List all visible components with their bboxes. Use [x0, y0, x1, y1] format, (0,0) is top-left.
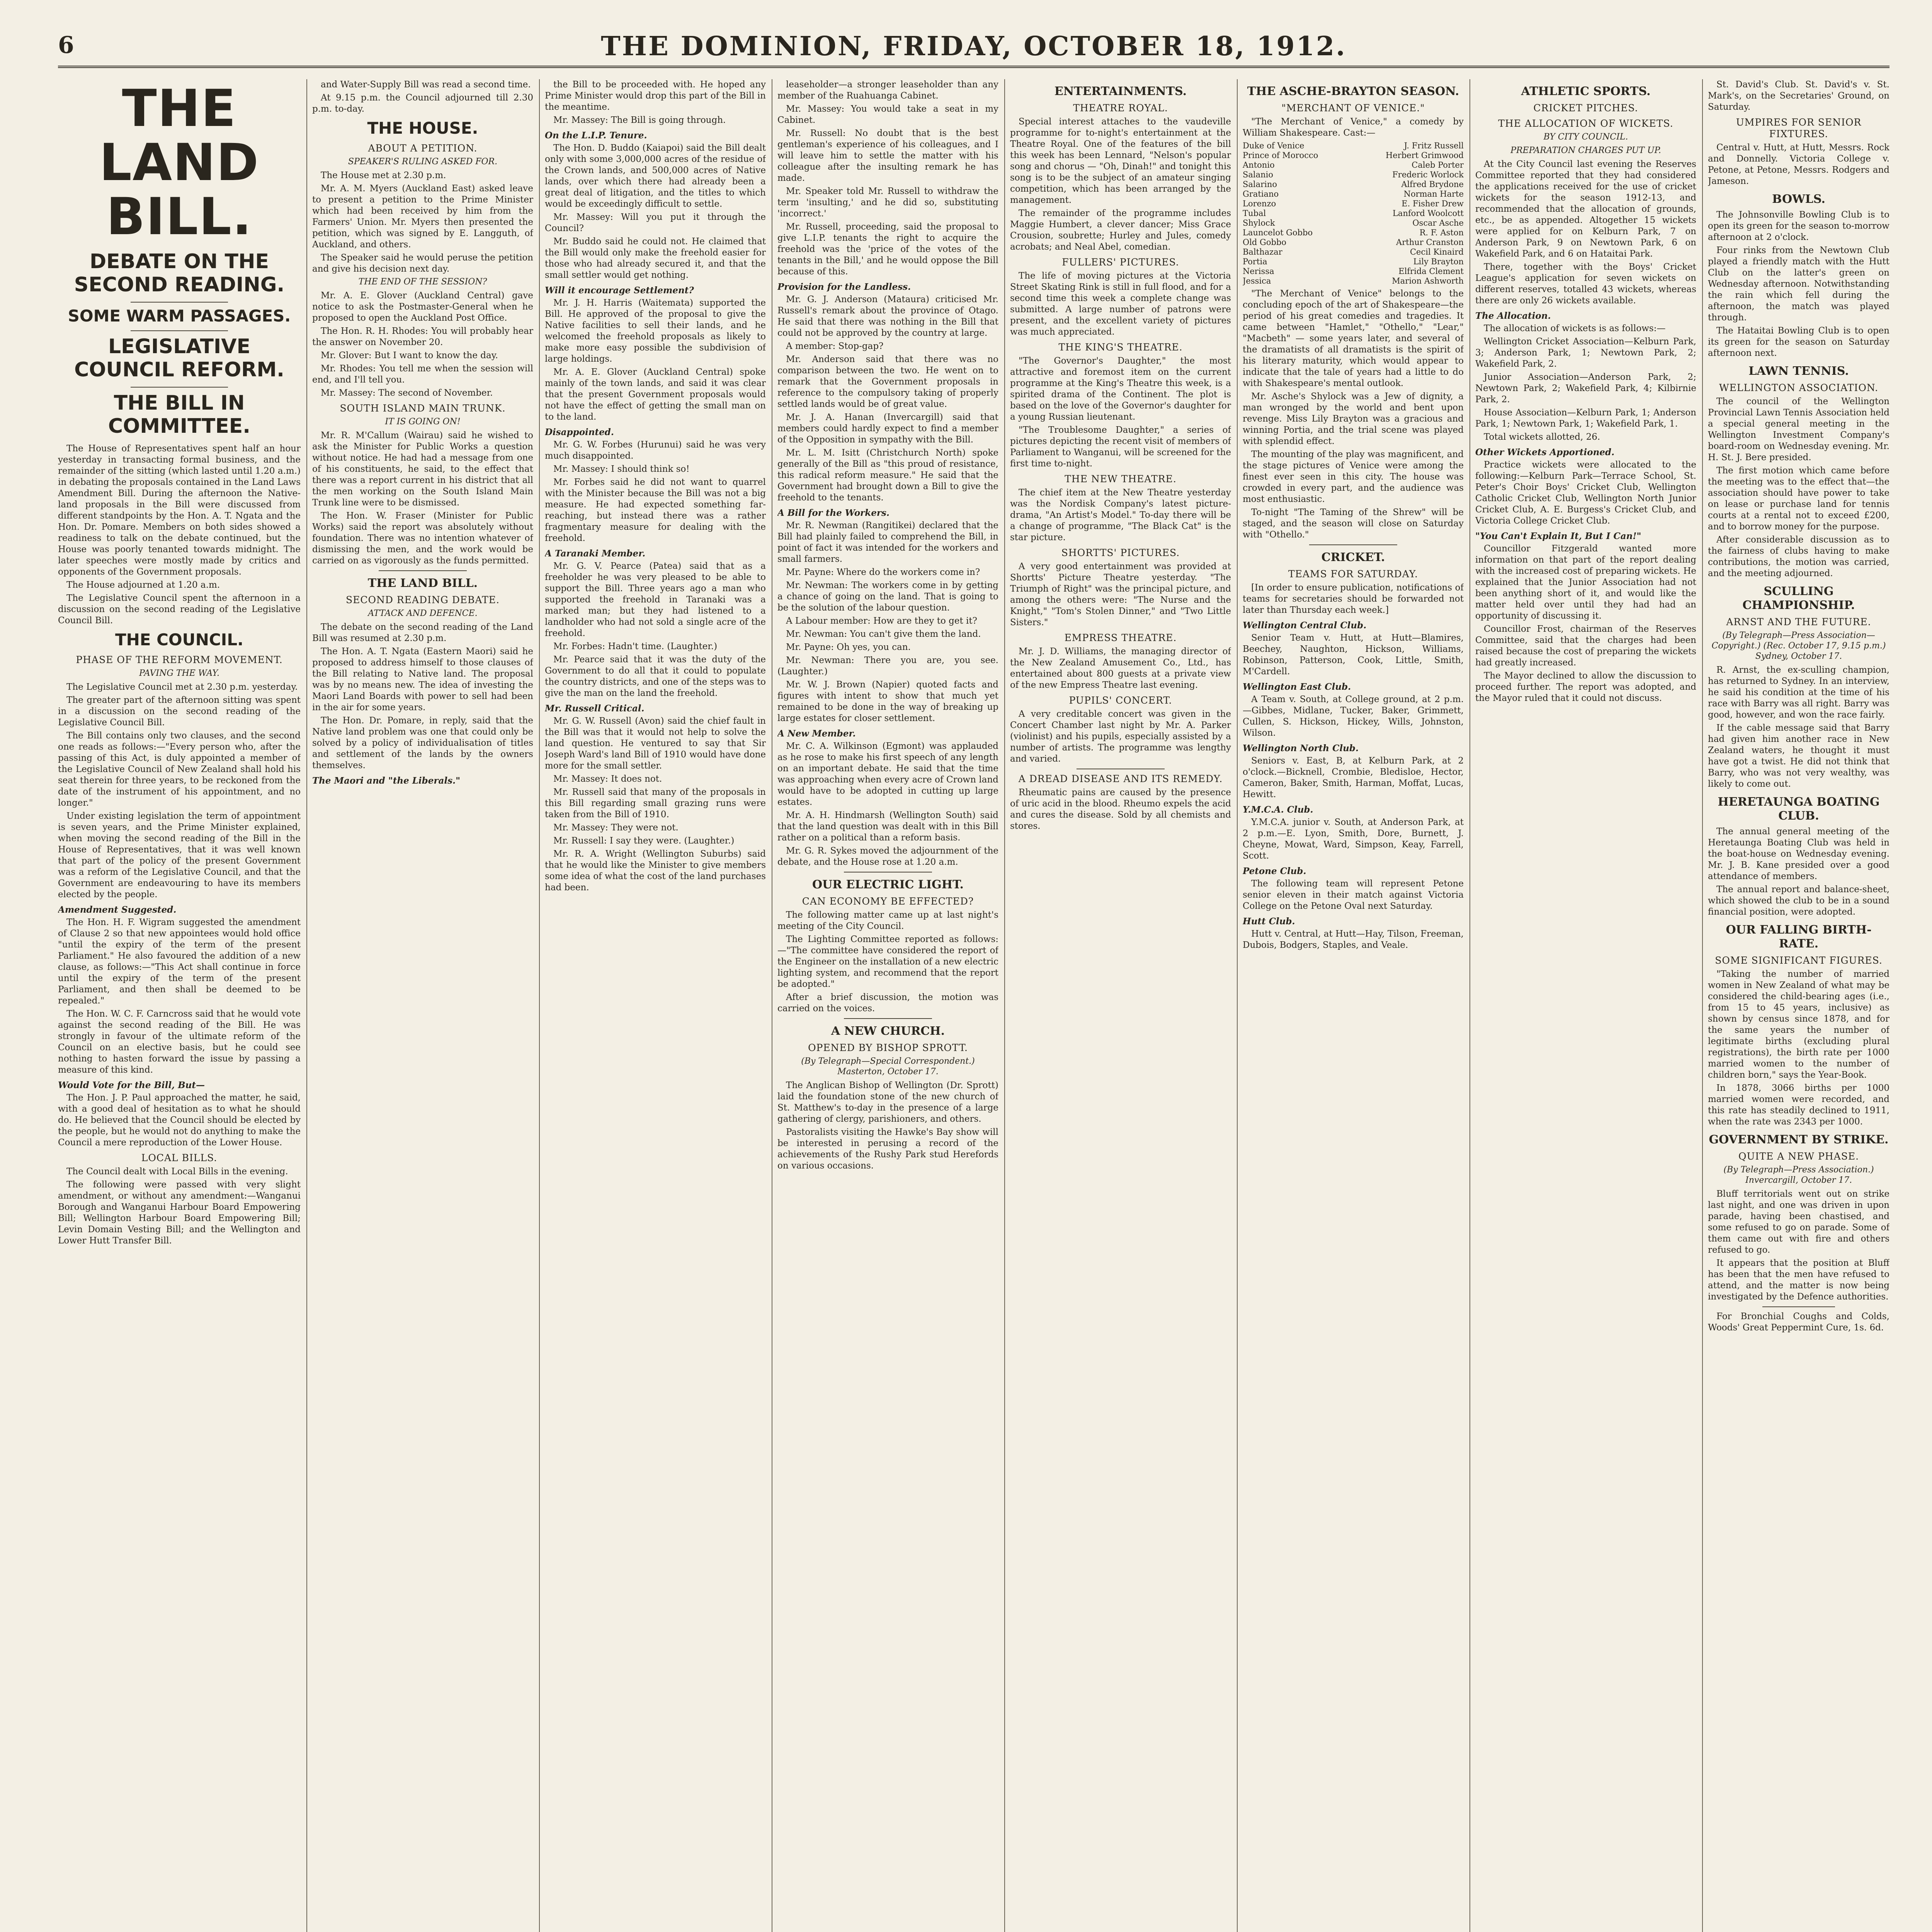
article-paragraph: It appears that the position at Bluff has been that the men have refused to attend, and the matter is now being investigated by the Defence authorities.: [1708, 1258, 1889, 1302]
article-paragraph: The Legislative Council spent the afternoon in a discussion on the second reading of the Legislative Council Bill.: [58, 593, 301, 626]
cast-row: [1243, 170, 1464, 180]
article-paragraph: Mr. Russell said that many of the proposals in this Bill regarding small grazing runs were taken from the Bill of 1910.: [545, 787, 766, 820]
article-paragraph: The Lighting Committee reported as follows:—"The committee have considered the report of the Engineer on the installation of a new electric lighting system, and recommend that the report be adopted.": [777, 934, 998, 989]
article-paragraph: "Taking the number of married women in New Zealand of what may be considered the child-bearing ages (i.e., from 15 to 45 years, inclusive) as shown by census since 1878, and for the same years the number of legitimate births (excluding plural registrations), the birth rate per 1000 married women to the number of children born," says the Year-Book.: [1708, 969, 1889, 1080]
column-rule: [1237, 79, 1238, 1932]
cast-role: Nerissa: [1243, 267, 1274, 276]
article-paragraph: A member: Stop-gap?: [786, 341, 884, 351]
article-paragraph: Under existing legislation the term of appointment is seven years, and the Prime Minister explained, when moving the second reading of the Bill in the House of Representatives, that it was well known that part of the policy of the present Government was a reform of the Legislative Council, and that the Government are endeavouring to have its members elected by the people.: [58, 811, 301, 900]
divider: [844, 1018, 932, 1019]
section-heading-entertainments: ENTERTAINMENTS.: [1054, 85, 1187, 98]
cast-role: Duke of Venice: [1243, 141, 1304, 150]
article-paragraph: Mr. A. E. Glover (Auckland Central) spoke mainly of the town lands, and said it was clear that the present Government proposals would not have the effect of getting the small man on to the land.: [545, 367, 766, 422]
article-paragraph: If the cable message said that Barry had given him another race in New Zealand waters, he thought it must have got a twist. He did not think that Barry, who was not very wealthy, was likely to come out.: [1708, 723, 1889, 789]
cast-row: [1243, 257, 1464, 267]
section-subheading: PHASE OF THE REFORM MOVEMENT.: [76, 654, 283, 665]
article-paragraph: The debate on the second reading of the Land Bill was resumed at 2.30 p.m.: [312, 622, 533, 643]
subheading: Wellington East Club.: [1243, 682, 1351, 692]
cast-actor: Frederic Worlock: [1392, 170, 1464, 179]
article-paragraph: leaseholder—a stronger leaseholder than any member of the Ruahuanga Cabinet.: [777, 80, 998, 101]
dateline: (By Telegraph—Press Association.) Invercargill, October 17.: [1723, 1165, 1874, 1185]
article-paragraph: Mr. Glover: But I want to know the day.: [321, 350, 498, 361]
cast-role: Tubal: [1243, 209, 1266, 218]
article-paragraph: Mr. Russell, proceeding, said the proposal to give L.I.P. tenants the right to acquire the freehold was the 'price of the votes of the tenants in the Bill,' and he would oppose the Bill because of this.: [777, 222, 998, 277]
article-paragraph: The Speaker said he would peruse the petition and give his decision next day.: [312, 253, 533, 274]
article-paragraph: In 1878, 3066 births per 1000 married women were recorded, and this rate has steadily declined to 1911, when the rate was 2343 per 1000.: [1708, 1083, 1889, 1127]
article-paragraph: Mr. Newman: You can't give them the land.: [786, 629, 981, 639]
article-paragraph: Mr. G. J. Anderson (Mataura) criticised Mr. Russell's remark about the province of Otago. He said that there was nothing in the Bill that could not be approved by the country at large.: [777, 294, 998, 338]
article-paragraph: The following team will represent Petone senior eleven in their match against Victoria College on the Petone Oval next Saturday.: [1243, 879, 1464, 911]
article-paragraph: [In order to ensure publication, notifications of teams for secretaries should be forwarded not later than Thursday each week.]: [1243, 583, 1464, 615]
article-paragraph: After considerable discussion as to the fairness of clubs having to make contributions, the motion was carried, and the meeting adjourned.: [1708, 535, 1889, 578]
land-bill-deck-1: DEBATE ON THE SECOND READING.: [74, 250, 285, 296]
cast-row: [1243, 141, 1464, 151]
article-paragraph: Total wickets allotted, 26.: [1484, 432, 1600, 442]
article-paragraph: Mr. Newman: There you are, you see. (Laughter.): [777, 655, 998, 677]
cast-role: Old Gobbo: [1243, 238, 1286, 247]
cast-row: [1243, 228, 1464, 238]
section-subheading: THE KING'S THEATRE.: [1058, 342, 1183, 353]
advertisement-text: For Bronchial Coughs and Colds, Woods' Great Peppermint Cure, 1s. 6d.: [1708, 1311, 1889, 1333]
article-paragraph: Mr. L. M. Isitt (Christchurch North) spoke generally of the Bill as "this proud of resistance, this radical reform measure." He said that the Government had brought down a Bill to give the freehold to the tenants.: [777, 448, 998, 503]
article-paragraph: Mr. Payne: Where do the workers come in?: [786, 567, 980, 577]
article-paragraph: Mr. C. A. Wilkinson (Egmont) was applauded as he rose to make his first speech of any length on an important debate. He said that the time was approaching when every acre of Crown land would have to be adopted in cutting up large estates.: [777, 741, 998, 807]
newspaper-page: [58, 31, 1889, 1932]
cast-role: Prince of Morocco: [1243, 151, 1318, 160]
article-paragraph: Wellington Cricket Association—Kelburn Park, 3; Anderson Park, 1; Newtown Park, 2; Wakefield Park, 2.: [1475, 337, 1696, 369]
subheading: Provision for the Landless.: [777, 282, 911, 292]
section-subheading: FULLERS' PICTURES.: [1062, 257, 1179, 268]
cast-role: Portia: [1243, 257, 1267, 266]
cast-row: [1243, 151, 1464, 160]
article-paragraph: Practice wickets were allocated to the following:—Kelburn Park—Terrace School, St. Peter's Choir Boys' Cricket Club, Wellington Catholic Cricket Club, Wellington North Junior Cricket Club, A. E. Burgess's Cricket Club, and Victoria College Cricket Club.: [1475, 460, 1696, 526]
land-bill-deck-2: SOME WARM PASSAGES.: [68, 306, 291, 325]
subheading: Y.M.C.A. Club.: [1243, 804, 1313, 815]
article-paragraph: The Hon. W. Fraser (Minister for Public Works) said the report was absolutely without foundation. There was no intention whatever of dismissing the men, and the work would be carried on as vigorously as the funds permitted.: [312, 511, 533, 566]
land-bill-headline: THE LAND BILL.: [99, 79, 260, 247]
article-paragraph: The House met at 2.30 p.m.: [321, 170, 446, 180]
cast-row: [1243, 209, 1464, 218]
column-4: [777, 79, 998, 1932]
section-subheading: ARNST AND THE FUTURE.: [1726, 616, 1871, 628]
cast-actor: Marion Ashworth: [1392, 276, 1464, 286]
cast-actor: Alfred Brydone: [1401, 180, 1464, 189]
article-paragraph: "The Merchant of Venice" belongs to the concluding epoch of the art of Shakespeare—the period of his great comedies and tragedies. It came between "Hamlet," "Othello," "Lear," "Macbeth" — some years later, and several of the dramatists of all dramatists is the spirit of his literary maturity, which would appear to indicate that the tale of years had a little to do with Shakespeare's mental outlook.: [1243, 289, 1464, 388]
article-paragraph: The Hataitai Bowling Club is to open its green for the season on Saturday afternoon next.: [1708, 326, 1889, 358]
article-paragraph: The House adjourned at 1.20 a.m.: [66, 580, 220, 590]
article-paragraph: Pastoralists visiting the Hawke's Bay show will be interested in perusing a record of the achievements of the Rushy Park stud Herefords on various occasions.: [777, 1127, 998, 1171]
section-subheading: THE ALLOCATION OF WICKETS.: [1498, 118, 1673, 129]
advertisement-heading: A DREAD DISEASE AND ITS REMEDY.: [1018, 773, 1223, 784]
article-paragraph: "The Troublesome Daughter," a series of pictures depicting the recent visit of members of Parliament to Wanganui, will be screened for the first time to-night.: [1010, 425, 1231, 469]
divider: [131, 330, 228, 331]
subheading: Would Vote for the Bill, But—: [58, 1080, 205, 1090]
article-paragraph: The allocation of wickets is as follows:—: [1484, 323, 1666, 333]
divider: [379, 570, 467, 571]
article-paragraph: Mr. G. R. Sykes moved the adjournment of the debate, and the House rose at 1.20 a.m.: [777, 846, 998, 867]
article-paragraph: Mr. A. H. Hindmarsh (Wellington South) said that the land question was dealt with in this Bill rather on a political than a reform basis.: [777, 810, 998, 843]
land-bill-deck-3: LEGISLATIVE COUNCIL REFORM.: [74, 335, 284, 381]
cast-actor: Cecil Kinaird: [1410, 247, 1464, 257]
cast-actor: Herbert Grimwood: [1386, 151, 1464, 160]
subheading: Petone Club.: [1243, 866, 1306, 876]
article-paragraph: and Water-Supply Bill was read a second time.: [321, 80, 531, 90]
section-subheading: "MERCHANT OF VENICE.": [1281, 102, 1425, 114]
subheading: Wellington Central Club.: [1243, 620, 1367, 631]
column-5: [1010, 79, 1231, 1932]
section-heading-sculling: SCULLING CHAMPIONSHIP.: [1742, 585, 1855, 612]
cast-actor: Lily Brayton: [1413, 257, 1464, 266]
article-paragraph: The House of Representatives spent half an hour yesterday in transacting formal business, and the remainder of the sitting (which lasted until 1.20 a.m.) in debating the proposals contained in the Land Laws Amendment Bill. During the afternoon the Native-land proposals in the Bill were discussed from different standpoints by the Hon. A. T. Ngata and the Hon. Dr. Pomare. Members on both sides showed a readiness to talk on the debate continued, but the House was poorly tenanted towards midnight. The later speeches were mostly made by critics and opponents of the Government proposals.: [58, 444, 301, 577]
subheading: Will it encourage Settlement?: [545, 285, 694, 296]
article-paragraph: "The Governor's Daughter," the most attractive and foremost item on the current programme at the King's Theatre this week, is a spirited drama of the Continent. The plot is based on the love of the Governor's daughter for a young Russian lieutenant.: [1010, 356, 1231, 422]
cast-row: [1243, 238, 1464, 247]
cast-role: Antonio: [1243, 160, 1275, 170]
cast-row: [1243, 267, 1464, 276]
article-paragraph: Mr. Forbes: Hadn't time. (Laughter.): [553, 641, 718, 651]
cast-role: Salanio: [1243, 170, 1274, 179]
subheading: Hutt Club.: [1243, 916, 1295, 927]
cast-actor: Oscar Asche: [1412, 218, 1464, 228]
section-heading-electric-light: OUR ELECTRIC LIGHT.: [812, 878, 964, 891]
column-rule: [1702, 79, 1703, 1932]
cast-row: [1243, 199, 1464, 209]
section-subheading: LOCAL BILLS.: [141, 1152, 218, 1163]
section-subheading: ATTACK AND DEFENCE.: [368, 609, 478, 618]
subheading: "You Can't Explain It, But I Can!": [1475, 531, 1641, 541]
article-paragraph: After a brief discussion, the motion was carried on the voices.: [777, 992, 998, 1014]
subheading: Amendment Suggested.: [58, 905, 177, 915]
column-rule: [539, 79, 540, 1932]
article-paragraph: Four rinks from the Newtown Club played a friendly match with the Hutt Club on the latter's green on Wednesday afternoon. Notwithstanding the rain which fell during the afternoon, the match was played through.: [1708, 245, 1889, 323]
section-heading-new-church: A NEW CHURCH.: [831, 1024, 945, 1038]
cast-row: [1243, 180, 1464, 189]
article-paragraph: Mr. Massey: It does not.: [553, 774, 662, 784]
section-heading-asche-brayton: THE ASCHE-BRAYTON SEASON.: [1247, 85, 1459, 98]
section-subheading: CRICKET PITCHES.: [1533, 102, 1638, 114]
article-paragraph: Mr. Forbes said he did not want to quarrel with the Minister because the Bill was not a big measure. He had expected something far-reaching, but instead there was a rather fragmentary measure for dealing with the freehold.: [545, 477, 766, 543]
article-paragraph: At the City Council last evening the Reserves Committee reported that they had considered the applications received for the use of cricket wickets for the season 1912-13, and recommended that the allocation of grounds, etc., be as appended. Altogether 15 wickets were applied for on Kelburn Park, 7 on Anderson Park, 9 on Newtown Park, 6 on Wakefield Park, and 6 on Hataitai Park.: [1475, 159, 1696, 259]
section-subheading: PAVING THE WAY.: [139, 668, 220, 678]
article-paragraph: Mr. Russell: No doubt that is the best gentleman's experience of his colleagues, and I will leave him to settle the matter with his colleague after the insulting remark he has made.: [777, 128, 998, 183]
article-paragraph: Mr. Russell: I say they were. (Laughter.): [553, 836, 735, 846]
subheading: Wellington North Club.: [1243, 743, 1359, 753]
article-paragraph: Mr. Speaker told Mr. Russell to withdraw the term 'insulting,' and he did so, substituting 'incorrect.': [777, 186, 998, 219]
cast-actor: Caleb Porter: [1412, 160, 1464, 170]
dateline: (By Telegraph—Press Association—Copyright.) (Rec. October 17, 9.15 p.m.) Sydney, October 17.: [1711, 631, 1886, 661]
section-subheading: PUPILS' CONCERT.: [1069, 695, 1172, 706]
section-subheading: THE NEW THEATRE.: [1065, 473, 1177, 485]
article-paragraph: Bluff territorials went out on strike last night, and one was driven in upon parade, having been chastised, and some refused to go on parade. Some of them came out with fire and others refused to go.: [1708, 1189, 1889, 1255]
article-paragraph: The Hon. H. F. Wigram suggested the amendment of Clause 2 so that new appointees would hold office "until the expiry of the term of the present Parliament." He also favoured the addition of a new clause, as follows:—"This Act shall continue in force until the expiry of the term of the present Parliament, and then shall be deemed to be repealed.": [58, 917, 301, 1006]
article-paragraph: Central v. Hutt, at Hutt, Messrs. Rock and Donnelly. Victoria College v. Petone, at Petone, Messrs. Rodgers and Jameson.: [1708, 143, 1889, 186]
article-paragraph: Mr. R. Newman (Rangitikei) declared that the Bill had plainly failed to comprehend the Bill, in point of fact it was intended for the workers and small farmers.: [777, 520, 998, 564]
article-paragraph: the Bill to be proceeded with. He hoped any Prime Minister would drop this part of the Bill in the meantime.: [545, 80, 766, 112]
article-paragraph: The Legislative Council met at 2.30 p.m. yesterday.: [66, 682, 298, 692]
cast-actor: Elfrida Clement: [1398, 267, 1464, 276]
column-1: [58, 79, 301, 1932]
divider: [1309, 544, 1398, 545]
article-paragraph: Mr. Massey: You would take a seat in my Cabinet.: [777, 104, 998, 125]
section-subheading: UMPIRES FOR SENIOR FIXTURES.: [1736, 117, 1862, 139]
section-heading-bowls: BOWLS.: [1772, 192, 1825, 206]
article-paragraph: The Bill contains only two clauses, and the second one reads as follows:—"Every person who, after the passing of this Act, is duly appointed a member of the Legislative Council of New Zealand shall hold his seat therein for three years, to be reckoned from the date of the instrument of his appointment, and no longer.": [58, 731, 301, 808]
article-paragraph: Mr. G. V. Pearce (Patea) said that as a freeholder he was very pleased to be able to support the Bill. Three years ago a man who supported the freehold in Taranaki was a marked man; but they had listened to a landholder who had not sold a single acre of the freehold.: [545, 561, 766, 638]
article-paragraph: The Hon. A. T. Ngata (Eastern Maori) said he proposed to address himself to those clauses of the Bill relating to Native land. The proposal was by no means new. The idea of investing the Maori Land Boards with power to sell had been in the air for some years.: [312, 646, 533, 713]
article-paragraph: Mr. Massey: The Bill is going through.: [553, 115, 726, 125]
article-paragraph: House Association—Kelburn Park, 1; Anderson Park, 1; Newtown Park, 1; Wakefield Park, 1.: [1475, 408, 1696, 429]
article-paragraph: A very good entertainment was provided at Shortts' Picture Theatre yesterday. "The Triumph of Right" was the principal picture, and among the others were: "The Nurse and the Knight," "Tom's Stolen Dinner," and "Two Little Sisters.": [1010, 561, 1231, 628]
section-heading-land-bill: THE LAND BILL.: [367, 577, 478, 590]
article-paragraph: Mr. R. A. Wright (Wellington Suburbs) said that he would like the Minister to give members some idea of what the cost of the land purchases had been.: [545, 849, 766, 893]
article-paragraph: Mr. Rhodes: You tell me when the session will end, and I'll tell you.: [312, 364, 533, 385]
article-paragraph: The Hon. J. P. Paul approached the matter, he said, with a good deal of hesitation as to what he should do. He believed that the Council should be elected by the people, but he would not do anything to make the Council a mere reproduction of the Lower House.: [58, 1093, 301, 1148]
article-paragraph: The first motion which came before the meeting was to the effect that—the association should have power to take on lease or purchase land for tennis courts at a rental not to exceed £200, and to borrow money for the purpose.: [1708, 466, 1889, 532]
divider: [131, 387, 228, 388]
cast-role: Lorenzo: [1243, 199, 1276, 208]
cast-role: Gratiano: [1243, 189, 1279, 199]
article-paragraph: Councillor Frost, chairman of the Reserves Committee, said that the charges had been raised because the cost of preparing the wickets had greatly increased.: [1475, 624, 1696, 668]
article-paragraph: Junior Association—Anderson Park, 2; Newtown Park, 2; Wakefield Park, 4; Kilbirnie Park, 2.: [1475, 372, 1696, 405]
newspaper-title: THE DOMINION, FRIDAY, OCTOBER 18, 1912.: [601, 31, 1347, 62]
article-paragraph: Y.M.C.A. junior v. South, at Anderson Park, at 2 p.m.—E. Lyon, Smith, Dore, Burnett, J. Cheyne, Mowat, Ward, Simpson, Keay, Farrell, Scott.: [1243, 817, 1464, 861]
section-heading-strike: GOVERNMENT BY STRIKE.: [1709, 1133, 1889, 1146]
cast-row: [1243, 247, 1464, 257]
cast-actor: Lanford Woolcott: [1392, 209, 1464, 218]
section-subheading: BY CITY COUNCIL.: [1543, 132, 1628, 142]
article-paragraph: The Anglican Bishop of Wellington (Dr. Sprott) laid the foundation stone of the new church of St. Matthew's to-day in the presence of a large gathering of clergy, parishioners, and others.: [777, 1080, 998, 1124]
article-paragraph: The life of moving pictures at the Victoria Street Skating Rink is still in full flood, and for a second time this week a complete change was submitted. A large number of patrons were present, and the excellent variety of pictures was much appreciated.: [1010, 271, 1231, 337]
article-paragraph: Mr. Massey: I should think so!: [553, 464, 690, 474]
article-paragraph: Mr. R. M'Callum (Wairau) said he wished to ask the Minister for Public Works a question without notice. He had had a message from one of his constituents, he said, to the effect that there was a report current in his district that all the men working on the South Island Main Trunk line were to be dismissed.: [312, 430, 533, 508]
article-paragraph: The council of the Wellington Provincial Lawn Tennis Association held a special general meeting in the Wellington Investment Company's board-room on Wednesday evening. Mr. H. St. J. Bere presided.: [1708, 396, 1889, 463]
article-paragraph: Mr. W. J. Brown (Napier) quoted facts and figures with intent to show that much yet remained to be done in the way of breaking up large estates for closer settlement.: [777, 680, 998, 723]
cast-role: Launcelot Gobbo: [1243, 228, 1313, 237]
cast-actor: R. F. Aston: [1419, 228, 1464, 237]
cast-row: [1243, 160, 1464, 170]
section-subheading: ABOUT A PETITION.: [368, 143, 478, 154]
article-paragraph: The Council dealt with Local Bills in the evening.: [66, 1167, 288, 1177]
cast-actor: E. Fisher Drew: [1401, 199, 1464, 208]
subheading: A Taranaki Member.: [545, 548, 646, 559]
section-subheading: PREPARATION CHARGES PUT UP.: [1510, 146, 1661, 155]
cast-actor: Norman Harte: [1403, 189, 1464, 199]
article-paragraph: Mr. J. A. Hanan (Invercargill) said that members could hardly expect to find a member of the Opposition in sympathy with the Bill.: [777, 412, 998, 445]
article-paragraph: Mr. Payne: Oh yes, you can.: [786, 642, 911, 652]
subheading: On the L.I.P. Tenure.: [545, 130, 647, 141]
cast-row: [1243, 276, 1464, 286]
column-rule: [306, 79, 307, 1932]
subheading: The Maori and "the Liberals.": [312, 776, 461, 786]
article-paragraph: The Hon. R. H. Rhodes: You will probably hear the answer on November 20.: [312, 326, 533, 347]
article-paragraph: Special interest attaches to the vaudeville programme for to-night's entertainment at the Theatre Royal. One of the features of the bill this week has been Lennard, "Nelson's popular song and chorus — "Oh, Dinah!" and tonight this song is to be the subject of an amateur singing competition, which has been arranged by the management.: [1010, 117, 1231, 205]
cast-actor: Arthur Cranston: [1396, 238, 1464, 247]
article-paragraph: St. David's Club. St. David's v. St. Mark's, on the Secretaries' Ground, on Saturday.: [1708, 80, 1889, 112]
article-paragraph: Councillor Fitzgerald wanted more information on that part of the report dealing with the increased cost of preparing wickets. He explained that the Junior Association had not been anything short of it, and would like the matter held over until they had had an opportunity of discussing it.: [1475, 544, 1696, 621]
land-bill-deck-4: THE BILL IN COMMITTEE.: [108, 391, 251, 438]
article-paragraph: The mounting of the play was magnificent, and the stage pictures of Venice were among the finest ever seen in this city. The house was crowded in every part, and the audience was most enthusiastic.: [1243, 449, 1464, 504]
article-paragraph: The annual general meeting of the Heretaunga Boating Club was held in the boat-house on Wednesday evening. Mr. J. B. Kane presided over a good attendance of members.: [1708, 827, 1889, 881]
article-paragraph: Mr. Massey: They were not.: [553, 823, 679, 833]
article-paragraph: Mr. Pearce said that it was the duty of the Government to do all that it could to populate the country districts, and one of the steps was to give the man on the land the freehold.: [545, 655, 766, 698]
article-paragraph: Mr. G. W. Russell (Avon) said the chief fault in the Bill was that it would not help to solve the land question. He ventured to say that Sir Joseph Ward's land Bill of 1910 would have done more for the small settler.: [545, 716, 766, 771]
section-heading-athletic-sports: ATHLETIC SPORTS.: [1521, 85, 1651, 98]
article-paragraph: The Johnsonville Bowling Club is to open its green for the season to-morrow afternoon at 2 o'clock.: [1708, 210, 1889, 242]
section-subheading: SHORTTS' PICTURES.: [1061, 547, 1180, 558]
section-subheading: SOME SIGNIFICANT FIGURES.: [1715, 955, 1883, 966]
section-subheading: WELLINGTON ASSOCIATION.: [1719, 382, 1879, 393]
article-paragraph: There, together with the Boys' Cricket League's application for seven wickets on different reserves, totalled 43 wickets, whereas there are only 26 wickets available.: [1475, 262, 1696, 306]
cast-actor: J. Fritz Russell: [1404, 141, 1464, 150]
article-paragraph: A Labour member: How are they to get it?: [786, 616, 977, 626]
article-paragraph: "The Merchant of Venice," a comedy by William Shakespeare. Cast:—: [1243, 117, 1464, 138]
subheading: Disappointed.: [545, 427, 614, 437]
page-number: 6: [58, 32, 74, 59]
divider: [131, 302, 228, 303]
masthead: [58, 31, 1889, 68]
article-paragraph: The Hon. W. C. F. Carncross said that he would vote against the second reading of the Bill. He was strongly in favour of the ultimate reform of the Council on an elective basis, but he could see nothing to hasten forward the issue by passing a measure of this kind.: [58, 1009, 301, 1075]
cast-role: Salarino: [1243, 180, 1277, 189]
article-paragraph: Senior Team v. Hutt, at Hutt—Blamires, Beechey, Naughton, Hickson, Williams, Robinson, Patterson, Cook, Little, Smith, M'Cardell.: [1243, 633, 1464, 677]
column-6: [1243, 79, 1464, 1932]
article-paragraph: Mr. Massey: The second of November.: [321, 388, 493, 398]
article-paragraph: Mr. J. H. Harris (Waitemata) supported the Bill. He approved of the proposal to give the Native facilities to sell their lands, and he welcomed the freehold proposals as likely to make more easy possible the subdivision of large holdings.: [545, 298, 766, 364]
subheading: Mr. Russell Critical.: [545, 703, 645, 714]
article-paragraph: Seniors v. East, B, at Kelburn Park, at 2 o'clock.—Bicknell, Crombie, Bledisloe, Hector, Cameron, Baker, Smith, Harman, Moffat, Lucas, Hewitt.: [1243, 756, 1464, 799]
article-paragraph: Mr. Newman: The workers come in by getting a chance of going on the land. That is going to be the solution of the labour question.: [777, 580, 998, 613]
section-subheading: TEAMS FOR SATURDAY.: [1288, 568, 1418, 580]
divider: [1762, 1306, 1835, 1307]
section-subheading: OPENED BY BISHOP SPROTT.: [808, 1042, 968, 1053]
cast-role: Balthazar: [1243, 247, 1282, 257]
section-heading-birth-rate: OUR FALLING BIRTH-RATE.: [1726, 923, 1872, 951]
column-rule: [1469, 79, 1470, 1932]
section-subheading: SOUTH ISLAND MAIN TRUNK.: [340, 403, 506, 414]
column-7: [1475, 79, 1696, 1932]
section-subheading: SECOND READING DEBATE.: [346, 594, 500, 605]
section-subheading: THEATRE ROYAL.: [1073, 102, 1168, 114]
section-heading-house: THE HOUSE.: [367, 119, 478, 138]
section-subheading: THE END OF THE SESSION?: [358, 277, 487, 287]
article-paragraph: Mr. A. M. Myers (Auckland East) asked leave to present a petition to the Prime Minister which had been received by him from the Farmers' Union. Mr. Myers then presented the petition, which was signed by E. Langguth, of Auckland, and others.: [312, 184, 533, 250]
article-paragraph: The Mayor declined to allow the discussion to proceed further. The report was adopted, and the Mayor ruled that it could not discuss.: [1475, 671, 1696, 703]
column-2: [312, 79, 533, 1932]
article-paragraph: Mr. Massey: Will you put it through the Council?: [545, 212, 766, 233]
cast-row: [1243, 189, 1464, 199]
article-paragraph: The remainder of the programme includes Maggie Humbert, a clever dancer; Miss Grace Crousion, soubrette; Hurley and Jules, comedy acrobats; and Neal Abel, comedian.: [1010, 208, 1231, 252]
article-paragraph: The annual report and balance-sheet, which showed the club to be in a sound financial position, were adopted.: [1708, 884, 1889, 917]
section-heading-council: THE COUNCIL.: [115, 630, 244, 649]
article-paragraph: Hutt v. Central, at Hutt—Hay, Tilson, Freeman, Dubois, Bodgers, Staples, and Veale.: [1243, 929, 1464, 950]
subheading: A New Member.: [777, 728, 856, 739]
section-subheading: SPEAKER'S RULING ASKED FOR.: [348, 157, 498, 167]
section-heading-boating: HERETAUNGA BOATING CLUB.: [1718, 795, 1880, 823]
article-paragraph: The Hon. Dr. Pomare, in reply, said that the Native land problem was one that could only be solved by a policy of individualisation of titles and settlement of the lands by the owners themselves.: [312, 716, 533, 770]
article-paragraph: Mr. Buddo said he could not. He claimed that the Bill would only make the freehold easier for those who had already secured it, and that the small settler would get nothing.: [545, 236, 766, 280]
subheading: A Bill for the Workers.: [777, 508, 889, 518]
section-heading-cricket: CRICKET.: [1321, 551, 1385, 564]
article-paragraph: The Hon. D. Buddo (Kaiapoi) said the Bill dealt only with some 3,000,000 acres of the residue of the Crown lands, and 500,000 acres of Native lands, over which there had already been a great deal of litigation, and the titles to which would be exceedingly difficult to settle.: [545, 143, 766, 209]
column-rule: [1004, 79, 1005, 1932]
article-paragraph: A Team v. South, at College ground, at 2 p.m.—Gibbes, Midlane, Tucker, Baker, Grimmett, Cullen, S. Hickson, Hickey, Wills, Johnston, Wilson.: [1243, 694, 1464, 738]
article-paragraph: At 9.15 p.m. the Council adjourned till 2.30 p.m. to-day.: [312, 93, 533, 114]
cast-row: [1243, 218, 1464, 228]
article-paragraph: The following were passed with very slight amendment, or without any amendment:—Wanganui Borough and Wanganui Harbour Board Empowering Bill; Wellington Harbour Board Empowering Bill; Levin Domain Vesting Bill; and the Wellington and Lower Hutt Transfer Bill.: [58, 1180, 301, 1246]
section-heading-lawn-tennis: LAWN TENNIS.: [1748, 364, 1849, 378]
article-paragraph: Mr. A. E. Glover (Auckland Central) gave notice to ask the Postmaster-General when he proposed to open the Auckland Post Office.: [312, 291, 533, 323]
subheading: The Allocation.: [1475, 311, 1551, 321]
section-subheading: CAN ECONOMY BE EFFECTED?: [802, 896, 974, 907]
column-8: [1708, 79, 1889, 1932]
article-paragraph: Mr. J. D. Williams, the managing director of the New Zealand Amusement Co., Ltd., has entertained about 800 guests at a private view of the new Empress Theatre last evening.: [1010, 646, 1231, 690]
article-paragraph: A very creditable concert was given in the Concert Chamber last night by Mr. A. Parker (violinist) and his pupils, especially assisted by a number of artists. The programme was lengthy and varied.: [1010, 709, 1231, 764]
article-paragraph: Mr. Anderson said that there was no comparison between the two. He went on to remark that the Government proposals in reference to the compulsory taking of properly settled lands would be of great value.: [777, 354, 998, 409]
section-subheading: EMPRESS THEATRE.: [1064, 632, 1177, 643]
article-paragraph: The chief item at the New Theatre yesterday was the Nordisk Company's latest picture-drama, "An Artist's Model." To-day there will be a change of programme, "The Black Cat" is the star picture.: [1010, 488, 1231, 543]
column-3: [545, 79, 766, 1932]
dateline: (By Telegraph—Special Correspondent.) Masterton, October 17.: [801, 1056, 975, 1077]
subheading: Other Wickets Apportioned.: [1475, 447, 1615, 457]
advertisement-text: Rheumatic pains are caused by the presence of uric acid in the blood. Rheumo expels the acid and cures the disease. Sold by all chemists and stores.: [1010, 787, 1231, 831]
article-paragraph: The greater part of the afternoon sitting was spent in a discussion on the second reading of the Legislative Council Bill.: [58, 695, 301, 728]
cast-role: Shylock: [1243, 218, 1275, 228]
section-subheading: IT IS GOING ON!: [385, 417, 461, 427]
article-paragraph: The following matter came up at last night's meeting of the City Council.: [777, 910, 998, 931]
article-paragraph: Mr. G. W. Forbes (Hurunui) said he was very much disappointed.: [545, 440, 766, 461]
cast-list: [1243, 141, 1464, 286]
cast-role: Jessica: [1243, 276, 1271, 286]
article-paragraph: To-night "The Taming of the Shrew" will be staged, and the season will close on Saturday with "Othello.": [1243, 507, 1464, 540]
article-paragraph: R. Arnst, the ex-sculling champion, has returned to Sydney. In an interview, he said his condition at the time of his race with Barry was all right. Barry was good, however, and won the race fairly.: [1708, 665, 1889, 720]
section-subheading: QUITE A NEW PHASE.: [1738, 1151, 1859, 1162]
article-paragraph: Mr. Asche's Shylock was a Jew of dignity, a man wronged by the world and bent upon revenge. Miss Lily Brayton was a gracious and winning Portia, and the trial scene was played with splendid effect.: [1243, 391, 1464, 446]
